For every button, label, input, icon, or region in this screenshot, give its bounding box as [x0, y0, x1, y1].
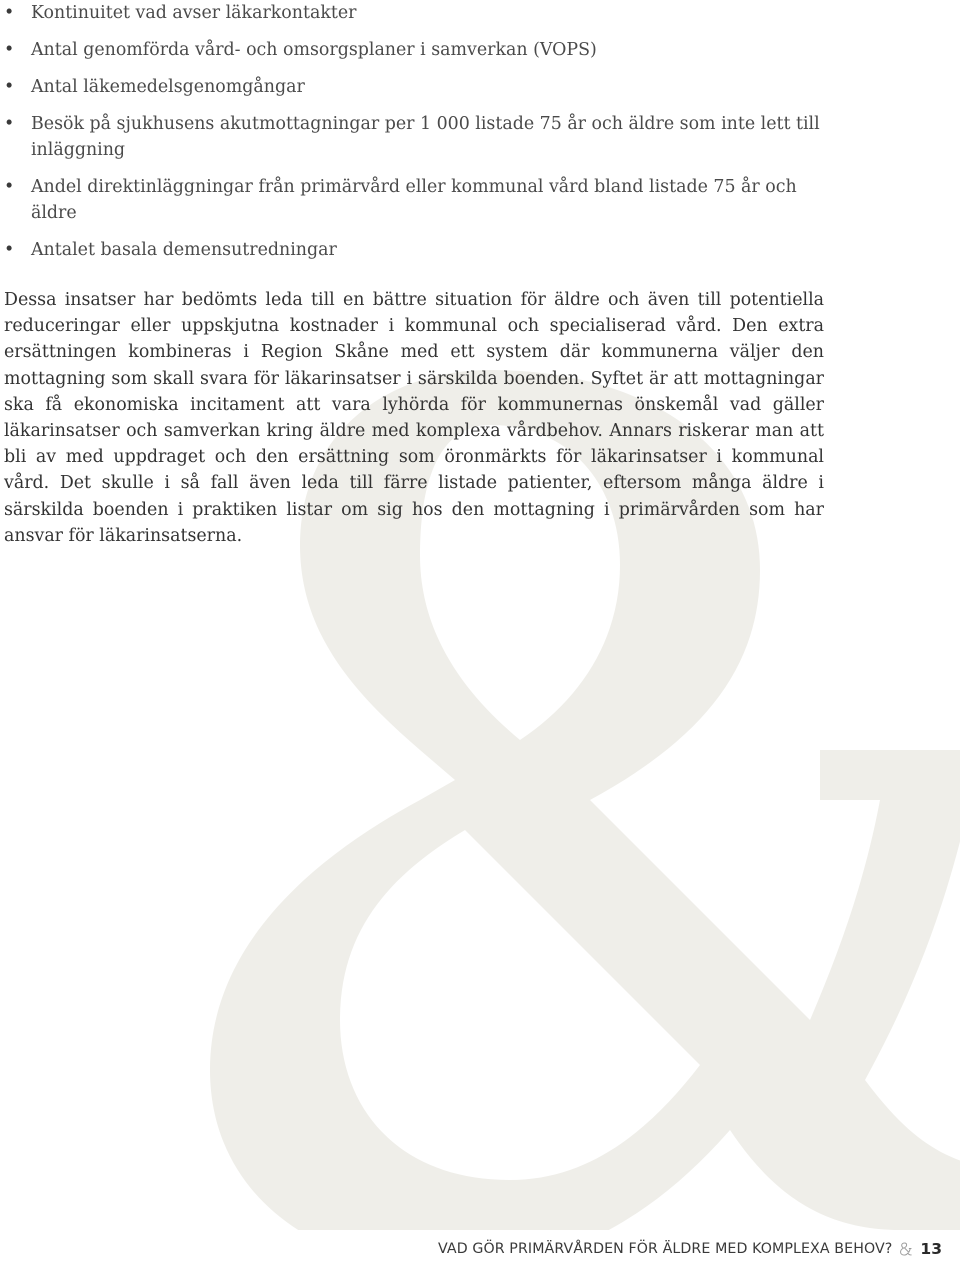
page-number: 13: [920, 1240, 942, 1258]
body-paragraph: Dessa insatser har bedömts leda till en bättre situation för äldre och även till potentiella reduceringar eller uppskjutna kostnader i kommunal och specialiserad vård. Den extra ersättningen kombineras i Region Skåne med ett system där kommunerna väljer den mottagning som skall svara för läkarinsatser i särskilda boenden. Syftet är att mottagningar ska få ekonomiska incitament att vara lyhörda för kommunernas önskemål vad gäller läkarinsatser och samverkan kring äldre med komplexa vårdbehov. Annars riskerar man att bli av med uppdraget och den ersättning som öronmärkts för läkarinsatser i kommunal vård. Det skulle i så fall även leda till färre listade patienter, eftersom många äldre i särskilda boenden i praktiken listar om sig hos den mottagning i primärvården som har ansvar för läkarinsatserna.: [4, 290, 824, 546]
list-item: • Antal läkemedelsgenomgångar: [4, 74, 824, 100]
list-item: • Antal genomförda vård- och omsorgsplaner i samverkan (VOPS): [4, 37, 824, 63]
footer-title: VAD GÖR PRIMÄRVÅRDEN FÖR ÄLDRE MED KOMPLEXA BEHOV?: [438, 1241, 893, 1257]
ampersand-icon: [898, 1241, 914, 1257]
page-footer: [438, 1234, 942, 1264]
list-item: • Besök på sjukhusens akutmottagningar per 1 000 listade 75 år och äldre som inte lett till inläggning: [4, 111, 824, 163]
list-item: • Kontinuitet vad avser läkarkontakter: [4, 0, 824, 26]
main-content: [0, 0, 824, 549]
bullet-list: [4, 0, 824, 263]
list-item: • Andel direktinläggningar från primärvård eller kommunal vård bland listade 75 år och äldre: [4, 174, 824, 226]
list-item: • Antalet basala demensutredningar: [4, 237, 824, 263]
